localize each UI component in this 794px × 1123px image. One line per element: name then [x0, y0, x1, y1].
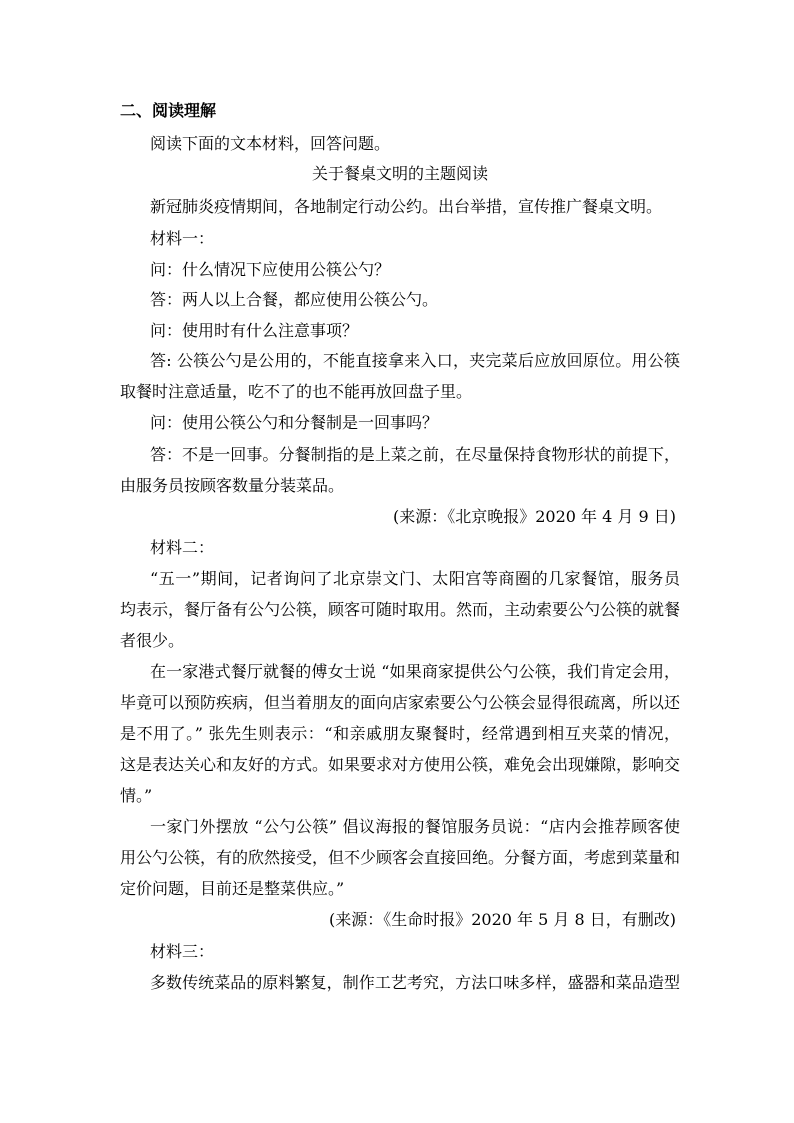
article-title: 关于餐桌文明的主题阅读 [311, 164, 488, 183]
material3-label: 材料三： [150, 942, 215, 961]
material2-p3-line2: 用公勺公筷，有的欣然接受，但不少顾客会直接回绝。分餐方面，考虑到菜量和 [120, 848, 681, 867]
instruction-text: 阅读下面的文本材料，回答问题。 [150, 134, 391, 153]
material2-p3-line3: 定价问题，目前还是整菜供应。” [120, 879, 345, 898]
material1-a3-line2: 由服务员按顾客数量分装菜品。 [120, 476, 345, 495]
material2-label: 材料二： [150, 538, 215, 557]
material1-q3: 问：使用公筷公勺和分餐制是一回事吗？ [150, 413, 439, 432]
material2-p1-line3: 者很少。 [120, 631, 185, 650]
material2-p2-line3: 是不用了。” 张先生则表示：“和亲戚朋友聚餐时，经常遇到相互夹菜的情况， [120, 724, 680, 743]
material2-p3-line1: 一家门外摆放 “公勺公筷” 倡议海报的餐馆服务员说：“店内会推荐顾客使 [150, 817, 680, 836]
material1-q1: 问：什么情况下应使用公筷公勺？ [150, 260, 391, 279]
intro-text: 新冠肺炎疫情期间，各地制定行动公约。出台举措，宣传推广餐桌文明。 [150, 197, 663, 216]
material1-a3-line1: 答：不是一回事。分餐制指的是上菜之前，在尽量保持食物形状的前提下， [150, 445, 680, 464]
material2-source: (来源：《生命时报》2020 年 5 月 8 日，有删改) [329, 910, 676, 929]
material1-source: (来源：《北京晚报》2020 年 4 月 9 日) [393, 507, 676, 526]
material2-p2-line1: 在一家港式餐厅就餐的傅女士说 “如果商家提供公勺公筷，我们肯定会用， [150, 662, 680, 681]
material2-p1-line1: “五一”期间，记者询问了北京崇文门、太阳宫等商圈的几家餐馆，服务员 [150, 569, 680, 588]
material1-label: 材料一： [150, 229, 215, 248]
material3-p1-line1: 多数传统菜品的原料繁复，制作工艺考究，方法口味多样，盛器和菜品造型 [150, 973, 680, 992]
material2-p2-line5: 情。” [120, 786, 153, 805]
material2-p2-line2: 毕竟可以预防疾病，但当着朋友的面向店家索要公勺公筷会显得很疏离，所以还 [120, 693, 681, 712]
material1-a1: 答：两人以上合餐，都应使用公筷公勺。 [150, 290, 439, 309]
material2-p1-line2: 均表示，餐厅备有公勺公筷，顾客可随时取用。然而，主动索要公勺公筷的就餐 [120, 600, 681, 619]
material1-a2-line1: 答: 公筷公勺是公用的，不能直接拿来入口，夹完菜后应放回原位。用公筷 [150, 351, 680, 370]
material1-q2: 问：使用时有什么注意事项？ [150, 321, 359, 340]
material1-a2-line2: 取餐时注意适量，吃不了的也不能再放回盘子里。 [120, 382, 473, 401]
section-title: 二、阅读理解 [120, 101, 217, 120]
material2-p2-line4: 这是表达关心和友好的方式。如果要求对方使用公筷，难免会出现嫌隙，影响交 [120, 755, 681, 774]
